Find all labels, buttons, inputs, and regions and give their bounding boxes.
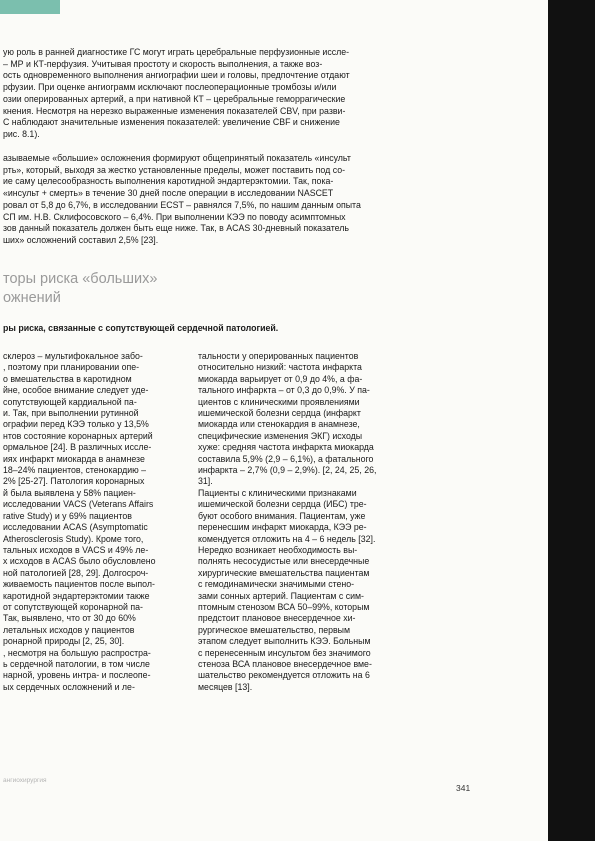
complications-paragraph: [3, 153, 361, 247]
text-line: 31].: [198, 476, 213, 487]
text-line: нарной, уровень интра- и послеопе-: [3, 670, 151, 681]
text-line: 18–24% пациентов, стенокардию –: [3, 465, 147, 476]
text-line: тальных исходов в VACS и 49% ле-: [3, 544, 149, 555]
text-line: ие саму целесообразность выполнения каротидной эндартерэктомии. Так, пока-: [3, 176, 334, 187]
text-line: исследовании VACS (Veterans Affairs: [3, 499, 154, 510]
text-line: сопутствующей кардиальной па-: [3, 396, 137, 407]
text-line: озии оперированных артерий, а при нативной КТ – церебральные геморрагические: [3, 93, 346, 104]
text-line: кнения. Несмотря на нерезко выраженные изменения показателей CBV, при разви-: [3, 105, 346, 116]
text-line: йне, особое внимание следует уде-: [3, 385, 149, 396]
running-footer: ангиохирургия: [3, 777, 47, 784]
text-line: месяцев [13].: [198, 681, 253, 692]
text-line: ровал от 5,8 до 6,7%, в исследовании ECST – равнялся 7,5%, по нашим данным опыта: [3, 199, 361, 210]
text-line: х исходов в ACAS было обусловлено: [3, 556, 156, 567]
heading-line: торы риска «больших»: [3, 271, 158, 287]
text-line: хуже: средняя частота инфаркта миокарда: [198, 442, 374, 453]
text-line: птомным стенозом ВСА 50–99%, которым: [198, 601, 370, 612]
book-spine-shadow: [548, 0, 595, 841]
text-line: – МР и КТ-перфузия. Учитывая простоту и скорость выполнения, а также воз-: [3, 58, 323, 69]
text-line: буют особого внимания. Пациентам, уже: [198, 510, 366, 521]
text-line: С наблюдают значительные изменения показателей: увеличение CBF и снижение: [3, 117, 340, 128]
text-line: предстоит плановое внесердечное хи-: [198, 613, 356, 624]
text-line: Так, выявлено, что от 30 до 60%: [3, 613, 136, 624]
text-line: нтов состояние коронарных артерий: [3, 430, 153, 441]
text-line: комендуется отложить на 4 – 6 недель [32].: [198, 533, 376, 544]
text-line: азываемые «большие» осложнения формируют общепринятый показатель «инсульт: [3, 153, 351, 163]
text-line: и. Так, при выполнении рутинной: [3, 408, 139, 419]
section-heading: [3, 270, 157, 308]
text-line: й была выявлена у 58% пациен-: [3, 487, 136, 498]
text-line: от сопутствующей коронарной па-: [3, 601, 143, 612]
chapter-color-tab: [0, 0, 60, 14]
text-line: ших» осложнений составил 2,5% [23].: [3, 234, 159, 245]
text-line: рис. 8.1).: [3, 128, 40, 139]
text-line: с перенесенным инсультом без значимого: [198, 647, 371, 658]
text-line: ишемической болезни сердца (инфаркт: [198, 408, 361, 419]
text-line: с гемодинамически значимыми стено-: [198, 579, 355, 590]
text-line: зов данный показатель должен быть еще ниже. Так, в ACAS 30-дневный показатель: [3, 223, 349, 234]
text-line: полнять несосудистые или внесердечные: [198, 556, 370, 567]
text-line: ую роль в ранней диагностике ГС могут играть церебральные перфузионные иссле-: [3, 47, 350, 57]
text-line: ишемической болезни сердца (ИБС) тре-: [198, 499, 367, 510]
text-line: шательство рекомендуется отложить на 6: [198, 670, 370, 681]
text-line: ографии перед КЭЭ только у 13,5%: [3, 419, 149, 430]
text-line: ной патологией [28, 29]. Долгосроч-: [3, 567, 149, 578]
text-line: рфузии. При оценке ангиограмм исключают послеоперационные тромбозы и/или: [3, 82, 337, 93]
text-line: , несмотря на большую распростра-: [3, 647, 151, 658]
text-line: иях инфаркт миокарда в анамнезе: [3, 453, 145, 464]
text-line: , поэтому при планировании опе-: [3, 362, 140, 373]
heading-line: ожнений: [3, 290, 61, 306]
text-line: ость одновременного выполнения ангиографии шеи и головы, предпочтение отдают: [3, 70, 350, 81]
page-number: 341: [456, 783, 471, 793]
text-line: Нередко возникает необходимость вы-: [198, 544, 358, 555]
text-line: стеноза ВСА плановое внесердечное вме-: [198, 658, 372, 669]
text-line: специфические изменения ЭКГ) исходы: [198, 430, 363, 441]
text-line: rative Study) и у 69% пациентов: [3, 510, 132, 521]
text-line: относительно низкий: частота инфаркта: [198, 362, 362, 373]
text-line: ронарной природы [2, 25, 30].: [3, 636, 125, 647]
text-line: этапом следует выполнить КЭЭ. Больным: [198, 636, 371, 647]
text-line: ь сердечной патологии, в том числе: [3, 658, 150, 669]
left-column: [3, 351, 156, 693]
text-line: миокарда варьирует от 0,9 до 4%, а фа-: [198, 373, 363, 384]
text-line: миокарда или стенокардия в анамнезе,: [198, 419, 360, 430]
text-line: 2% [25-27]. Патология коронарных: [3, 476, 145, 487]
text-line: зами сонных артерий. Пациентам с сим-: [198, 590, 364, 601]
text-line: тального инфаркта – от 0,3 до 0,9%. У па-: [198, 385, 370, 396]
text-line: инфаркта – 2,7% (0,9 – 2,9%). [2, 24, 25, 26,: [198, 465, 377, 476]
subsection-title: ры риска, связанные с сопутствующей сердечной патологией.: [3, 323, 279, 333]
text-line: тальности у оперированных пациентов: [198, 351, 359, 361]
text-line: живаемость пациентов после выпол-: [3, 579, 155, 590]
text-line: склероз – мультифокальное забо-: [3, 351, 143, 361]
intro-paragraph: [3, 47, 350, 141]
text-line: исследовании ACAS (Asymptomatic: [3, 522, 148, 533]
text-line: каротидной эндартерэктомии также: [3, 590, 150, 601]
text-line: «инсульт + смерть» в течение 30 дней после операции в исследовании NASCET: [3, 188, 334, 199]
text-line: ых сердечных осложнений и ле-: [3, 681, 135, 692]
text-line: рургическое вмешательство, первым: [198, 624, 351, 635]
text-line: рть», который, выходя за жестко установленные пределы, может поставить под со-: [3, 164, 346, 175]
text-line: летальных исходов у пациентов: [3, 624, 135, 635]
text-line: перенесшим инфаркт миокарда, КЭЭ ре-: [198, 522, 367, 533]
text-line: циентов с клиническими проявлениями: [198, 396, 360, 407]
right-column: [198, 351, 376, 693]
text-line: Пациенты с клиническими признаками: [198, 487, 357, 498]
text-line: о вмешательства в каротидном: [3, 373, 132, 384]
text-line: Atherosclerosis Study). Кроме того,: [3, 533, 144, 544]
text-line: СП им. Н.В. Склифосовского – 6,4%. При выполнении КЭЭ по поводу асимптомных: [3, 211, 346, 222]
text-line: ормальное [24]. В различных иссле-: [3, 442, 152, 453]
text-line: хирургические вмешательства пациентам: [198, 567, 370, 578]
text-line: составила 5,9% (2,9 – 6,1%), а фатального: [198, 453, 374, 464]
